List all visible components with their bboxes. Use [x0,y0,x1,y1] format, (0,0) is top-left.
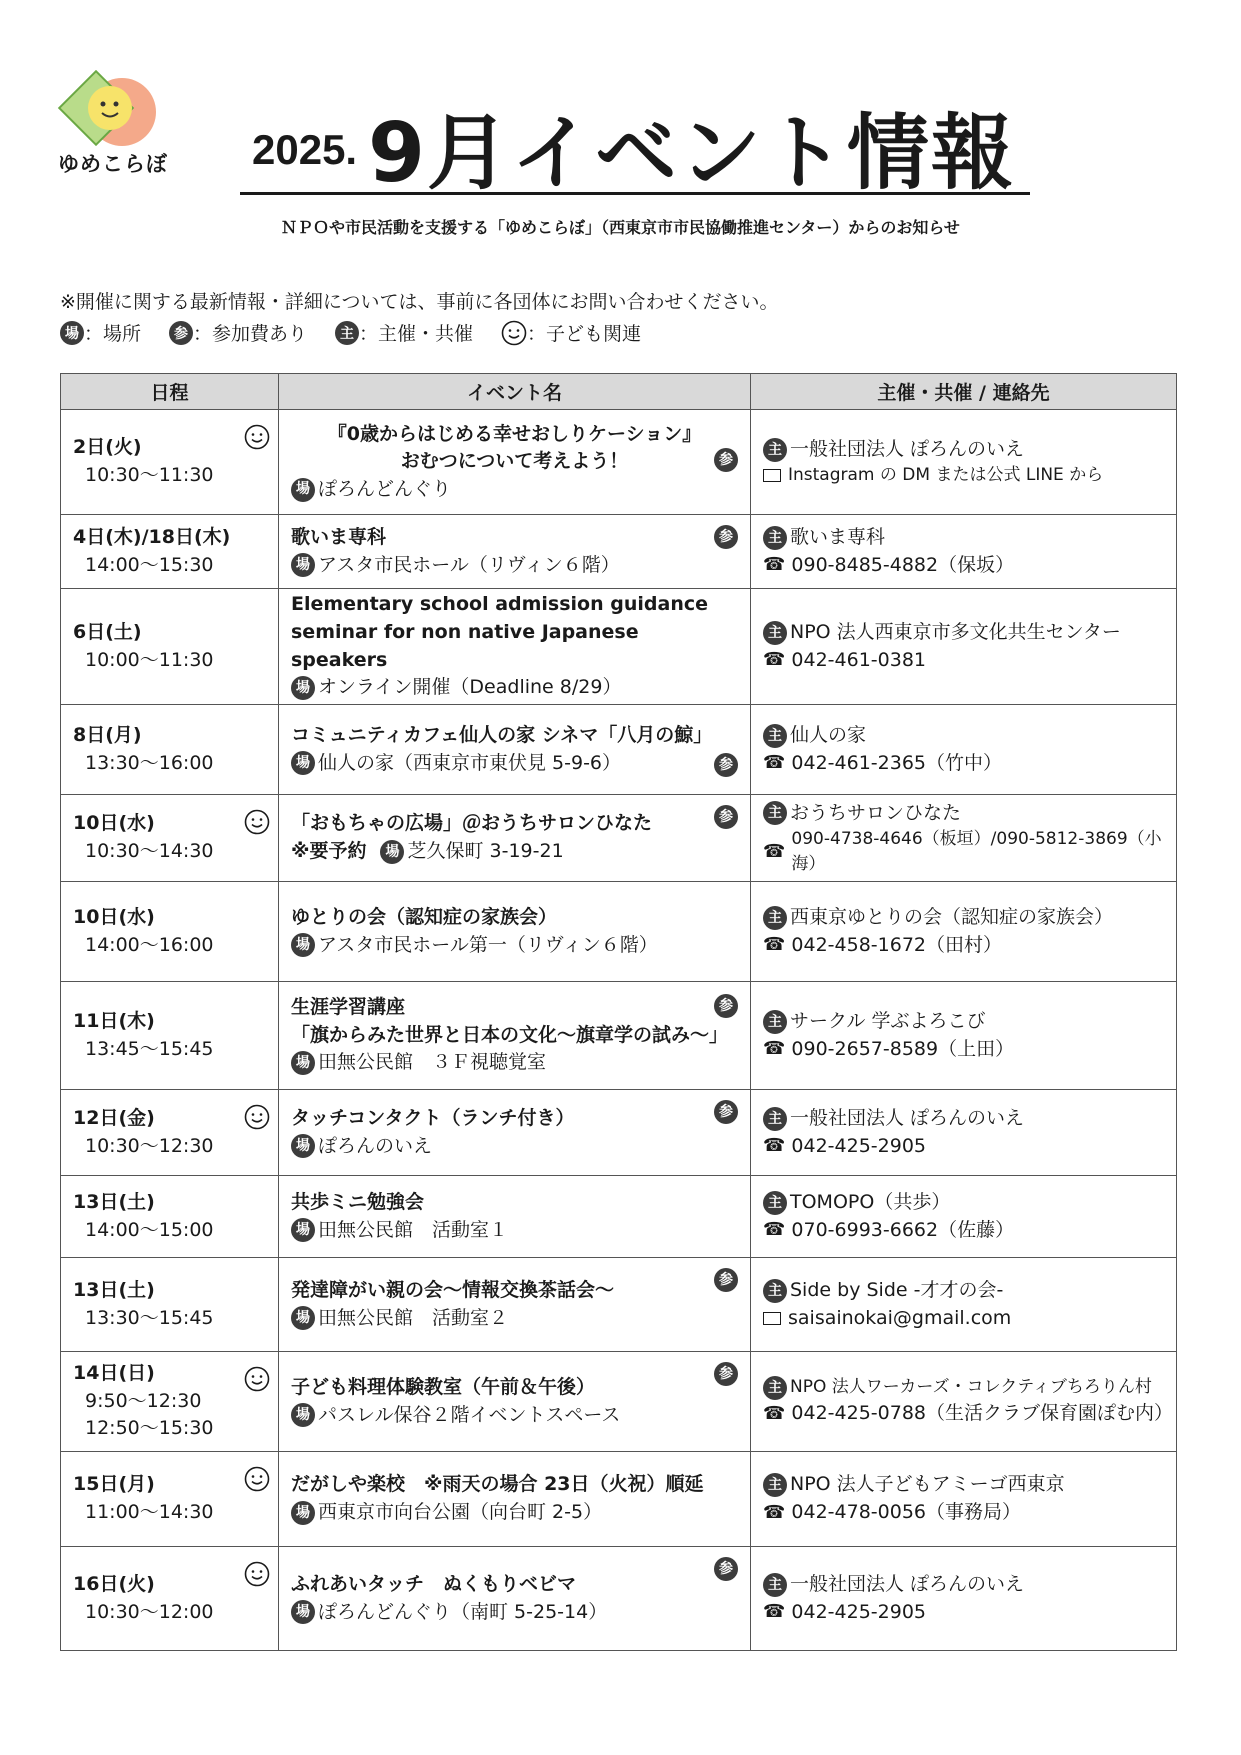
phone-icon: ☎ [763,1402,786,1424]
contact [763,750,1164,778]
contact-text: 090-2657-8589（上田） [791,1037,1015,1060]
event-cell [279,1547,751,1651]
reserve-note: ※要予約 [291,840,367,862]
event-time: 13:45～15:45 [85,1037,214,1060]
contact [763,1036,1164,1064]
event-cell [279,1258,751,1352]
table-row [61,882,1177,982]
event-time: 10:30～12:00 [85,1600,214,1623]
title-main: 9月イベント情報 [368,106,1016,201]
event-date: 10日(水) [73,812,155,835]
legend-kids-label: ：子ども関連 [527,323,642,345]
event-place [291,1402,738,1430]
event-name: 子ども料理体験教室（午前＆午後） [291,1375,596,1398]
event-place [291,1133,738,1161]
event-name-line2: おむつについて考えよう！ [400,450,629,473]
smiley-icon [244,1466,270,1492]
organizer-name: NPO 法人西東京市多文化共生センター [790,620,1121,643]
contact-text: 042-425-0788（生活クラブ保育園ぽむ内） [791,1402,1174,1425]
event-date: 2日(火) [73,436,142,459]
contact-text: 042-461-0381 [791,648,927,671]
contact [763,1499,1164,1527]
host-icon: 主 [763,438,787,462]
table-row [61,1352,1177,1452]
event-name: 発達障がい親の会～情報交換茶話会～ [291,1278,615,1301]
schedule-cell [61,589,279,705]
host-icon: 主 [763,621,787,645]
event-place [291,1049,738,1077]
organizer-cell [751,589,1177,705]
event-time: 14:00～15:30 [85,553,214,576]
mail-icon [763,469,781,482]
contact [763,827,1164,876]
contact-text: 042-425-2905 [791,1134,927,1157]
event-name-line2: 「旗からみた世界と日本の文化～旗章学の試み～」 [291,1023,729,1046]
schedule-cell [61,515,279,589]
event-date: 15日(月) [73,1473,155,1496]
legend [60,319,669,346]
event-name: だがしや楽校 ※雨天の場合 23日（火祝）順延 [291,1473,704,1496]
event-name: Elementary school admission guidance [291,593,708,616]
event-date: 14日(日) [73,1362,155,1385]
table-row [61,1547,1177,1651]
event-name: タッチコンタクト（ランチ付き） [291,1106,575,1129]
smiley-icon [244,809,270,835]
table-row [61,1090,1177,1176]
event-cell [279,589,751,705]
event-place [291,750,738,778]
contact-text: 042-458-1672（田村） [791,933,1003,956]
organizer-cell [751,1090,1177,1176]
place-icon: 場 [291,1134,315,1158]
event-date: 11日(木) [73,1009,155,1032]
event-place [291,476,738,504]
host-icon: 主 [763,906,787,930]
event-cell [279,882,751,982]
table-row [61,705,1177,795]
event-place [291,552,738,580]
place-text: 芝久保町 3-19-21 [407,840,564,862]
phone-icon: ☎ [763,1601,786,1623]
host-icon: 主 [763,1107,787,1131]
place-icon: 場 [291,1218,315,1242]
place-text: 田無公民館 活動室２ [318,1306,509,1329]
place-icon: 場 [291,751,315,775]
place-text: アスタ市民ホール第一（リヴィン６階） [318,933,658,956]
event-time: 11:00～14:30 [85,1501,214,1523]
event-table [60,373,1177,1651]
event-date: 13日(土) [73,1190,155,1213]
fee-icon: 参 [714,1268,738,1292]
event-date: 8日(月) [73,723,142,746]
contact [763,1305,1164,1333]
contact-text: 042-461-2365（竹中） [791,751,1003,774]
legend-place-label: ：場所 [84,323,142,345]
schedule-cell [61,982,279,1090]
place-text: 仙人の家（西東京市東伏見 5-9-6） [318,751,622,774]
phone-icon: ☎ [763,554,786,576]
organizer-name: TOMOPO（共歩） [790,1190,951,1213]
contact [763,932,1164,960]
organizer-name: Side by Side -才才の会- [790,1278,1004,1301]
contact-text: 042-478-0056（事務局） [791,1501,1022,1523]
fee-icon: 参 [714,525,738,549]
fee-icon: 参 [714,805,738,829]
legend-host-label: ：主催・共催 [359,323,474,345]
contact [763,1599,1164,1627]
fee-icon: 参 [714,1362,738,1386]
smiley-icon [244,1561,270,1587]
place-text: 西東京市向台公園（向台町 2-5） [318,1501,603,1523]
organizer-name: 一般社団法人 ぽろんのいえ [790,437,1025,460]
organizer [763,1105,1164,1133]
organizer [763,524,1164,552]
schedule-cell [61,1352,279,1452]
table-row [61,1176,1177,1258]
organizer-name: NPO 法人子どもアミーゴ西東京 [790,1473,1065,1496]
event-name-line2: seminar for non native Japanese speakers [291,620,639,671]
event-time: 10:30～14:30 [85,840,214,862]
smiley-icon [501,320,527,346]
event-name: 『0歳からはじめる幸せおしりケーション』 [327,422,702,445]
notice: ※開催に関する最新情報・詳細については、事前に各団体にお問い合わせください。 [60,291,779,313]
legend-fee [169,319,307,346]
event-place [291,1599,738,1627]
event-time: 10:30～11:30 [85,464,214,486]
host-icon: 主 [763,1473,787,1497]
schedule-cell [61,795,279,882]
contact-text: 090-8485-4882（保坂） [791,553,1015,576]
legend-place [60,319,141,346]
place-icon: 場 [291,676,315,700]
host-icon: 主 [335,321,359,345]
event-name: コミュニティカフェ仙人の家 シネマ「八月の鯨」 [291,723,713,746]
organizer-cell [751,795,1177,882]
place-icon: 場 [380,840,404,864]
organizer-name: 西東京ゆとりの会（認知症の家族会） [790,905,1114,928]
organizer [763,722,1164,750]
event-time-2: 12:50～15:30 [85,1417,214,1440]
event-date: 6日(土) [73,620,142,643]
table-row [61,410,1177,515]
smiley-icon [244,1366,270,1392]
fee-icon: 参 [714,1100,738,1124]
place-text: ぽろんどんぐり（南町 5-25-14） [318,1600,608,1623]
place-icon: 場 [291,553,315,577]
title-year: 2025. [252,126,358,173]
place-icon: 場 [291,1403,315,1427]
event-cell [279,705,751,795]
page-title [240,92,1030,201]
event-place [291,1499,738,1527]
schedule-cell [61,705,279,795]
header-schedule: 日程 [61,374,279,410]
contact [763,647,1164,675]
legend-fee-label: ：参加費あり [193,323,308,345]
contact-text: 070-6993-6662（佐藤） [791,1218,1015,1241]
organizer-cell [751,705,1177,795]
organizer-cell [751,1352,1177,1452]
contact [763,1400,1174,1428]
organizer-name: 一般社団法人 ぽろんのいえ [790,1572,1025,1595]
place-text: 田無公民館 活動室１ [318,1218,509,1241]
fee-icon: 参 [169,321,193,345]
phone-icon: ☎ [763,649,786,671]
event-time: 9:50～12:30 [85,1389,202,1412]
place-text: オンライン開催（Deadline 8/29） [318,676,622,699]
place-icon: 場 [291,1051,315,1075]
legend-kids [501,319,641,346]
organizer [763,1189,1164,1217]
subtitle: ＮＰＯや市民活動を支援する「ゆめこらぼ」（西東京市市民協働推進センター）からのお知らせ [281,218,960,237]
place-icon: 場 [60,321,84,345]
table-row [61,982,1177,1090]
event-name: 生涯学習講座 [291,996,406,1019]
place-icon: 場 [291,1306,315,1330]
organizer [763,1471,1164,1499]
organizer-name: 歌いま専科 [790,525,886,548]
schedule-cell [61,1452,279,1547]
event-cell [279,1352,751,1452]
event-name: 共歩ミニ勉強会 [291,1190,425,1213]
schedule-cell [61,410,279,515]
organizer-cell [751,410,1177,515]
organizer [763,1277,1164,1305]
phone-icon: ☎ [763,1038,786,1060]
contact-text: 042-425-2905 [791,1600,927,1623]
event-cell [279,1176,751,1258]
header-organizer: 主催・共催 / 連絡先 [751,374,1177,410]
phone-icon: ☎ [763,840,786,862]
event-cell [279,982,751,1090]
organizer-cell [751,982,1177,1090]
place-icon: 場 [291,1501,315,1525]
place-icon: 場 [291,1600,315,1624]
event-place [291,838,738,866]
event-time: 14:00～15:00 [85,1218,214,1241]
host-icon: 主 [763,724,787,748]
contact-text[interactable]: saisainokai@gmail.com [788,1306,1012,1329]
event-place [291,674,738,702]
event-place [291,1217,738,1245]
event-name: 「おもちゃの広場」＠おうちサロンひなた [291,812,653,835]
event-cell [279,515,751,589]
organizer-cell [751,1547,1177,1651]
fee-icon: 参 [714,1557,738,1581]
contact-text[interactable]: Instagram の DM または公式 LINE から [788,465,1104,486]
event-name: 歌いま専科 [291,525,387,548]
table-row [61,515,1177,589]
table-header [61,374,1177,410]
fee-icon: 参 [714,753,738,777]
phone-icon: ☎ [763,934,786,956]
host-icon: 主 [763,1191,787,1215]
organizer [763,436,1164,464]
organizer-name: NPO 法人ワーカーズ・コレクティブちろりん村 [790,1377,1152,1398]
logo-text: ゆめこらぼ [58,152,168,176]
contact [763,1217,1164,1245]
organizer-name: 仙人の家 [790,723,867,746]
table-row [61,795,1177,882]
event-cell [279,1090,751,1176]
organizer [763,1571,1164,1599]
event-place [291,932,738,960]
host-icon: 主 [763,1376,787,1400]
table-row [61,1452,1177,1547]
event-time: 14:00～16:00 [85,933,214,956]
schedule-cell [61,1258,279,1352]
host-icon: 主 [763,801,787,825]
organizer-name: 一般社団法人 ぽろんのいえ [790,1106,1025,1129]
header-event: イベント名 [279,374,751,410]
event-date: 13日(土) [73,1278,155,1301]
organizer-cell [751,1258,1177,1352]
event-date: 4日(木)/18日(木) [73,525,231,548]
event-name: ゆとりの会（認知症の家族会） [291,905,558,928]
contact [763,552,1164,580]
schedule-cell [61,1547,279,1651]
event-time: 13:30～16:00 [85,751,214,774]
event-date: 10日(水) [73,905,155,928]
place-text: パスレル保谷２階イベントスペース [318,1403,621,1426]
event-cell [279,1452,751,1547]
place-text: アスタ市民ホール（リヴィン６階） [318,553,620,576]
place-text: ぽろんのいえ [318,1134,433,1157]
place-icon: 場 [291,478,315,502]
table-row [61,589,1177,705]
table-row [61,1258,1177,1352]
organizer-name: サークル 学ぶよろこび [790,1009,986,1032]
organizer-cell [751,1176,1177,1258]
event-time: 10:00～11:30 [85,648,214,671]
mail-icon [763,1312,781,1325]
organizer [763,619,1164,647]
host-icon: 主 [763,1573,787,1597]
contact [763,463,1164,488]
place-icon: 場 [291,933,315,957]
phone-icon: ☎ [763,752,786,774]
schedule-cell [61,1176,279,1258]
fee-icon: 参 [714,994,738,1018]
event-time: 10:30～12:30 [85,1134,214,1157]
place-text: ぽろんどんぐり [318,477,452,500]
contact-text: 090-4738-4646（板垣）/090-5812-3869（小海） [791,829,1162,874]
host-icon: 主 [763,526,787,550]
organizer-cell [751,1452,1177,1547]
schedule-cell [61,882,279,982]
event-cell [279,410,751,515]
organizer-cell [751,515,1177,589]
event-time: 13:30～15:45 [85,1306,214,1329]
host-icon: 主 [763,1010,787,1034]
event-name: ふれあいタッチ ぬくもりベビマ [291,1572,577,1595]
schedule-cell [61,1090,279,1176]
organizer [763,1008,1164,1036]
smiley-icon [244,1104,270,1130]
phone-icon: ☎ [763,1135,786,1157]
phone-icon: ☎ [763,1219,786,1241]
event-place [291,1305,738,1333]
organizer-cell [751,882,1177,982]
legend-host [335,319,473,346]
contact [763,1133,1164,1161]
host-icon: 主 [763,1279,787,1303]
place-text: 田無公民館 ３Ｆ視聴覚室 [318,1051,547,1074]
event-date: 16日(火) [73,1572,155,1595]
smiley-icon [244,424,270,450]
event-cell [279,795,751,882]
organizer [763,1375,1164,1400]
organizer-name: おうちサロンひなた [790,801,962,824]
organizer [763,904,1164,932]
phone-icon: ☎ [763,1501,786,1523]
organizer [763,800,1164,828]
event-date: 12日(金) [73,1106,155,1129]
fee-icon: 参 [714,448,738,472]
